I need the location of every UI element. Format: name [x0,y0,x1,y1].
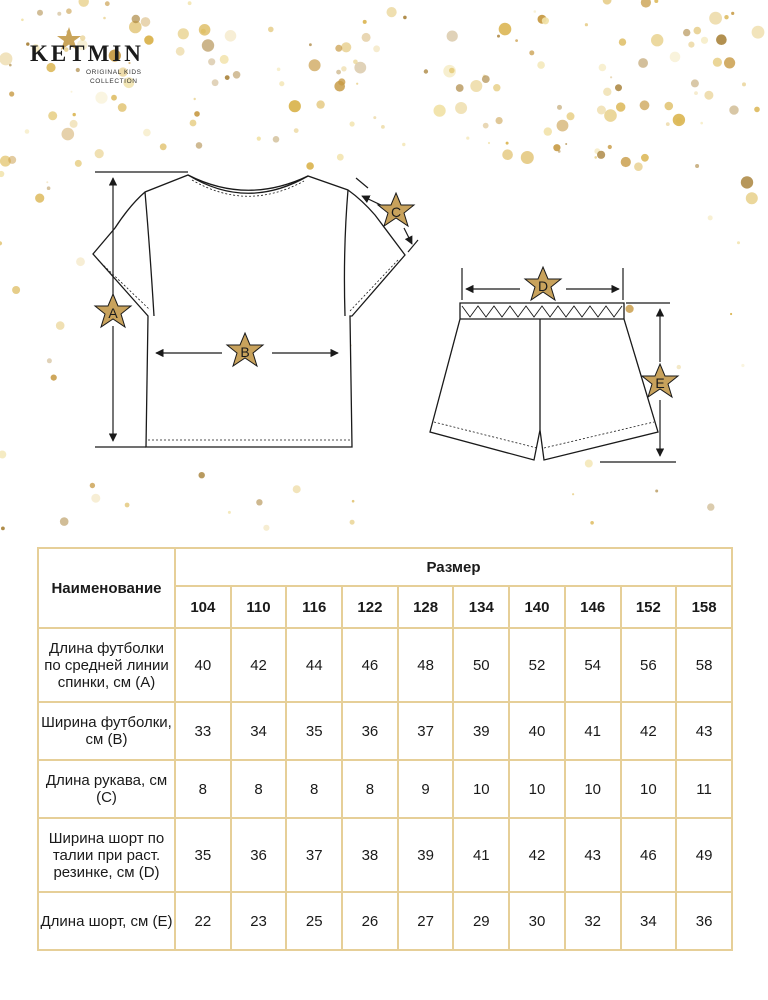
table-cell: 23 [231,892,287,950]
size-116: 116 [286,586,342,628]
table-cell: 8 [231,760,287,818]
marker-a [95,294,131,327]
table-cell: 26 [342,892,398,950]
table-cell: 30 [509,892,565,950]
table-cell: 36 [676,892,732,950]
confetti-dot [1,527,5,531]
row-label: Ширина шорт по талии при раст. резинке, см (D) [38,818,175,892]
table-cell: 48 [398,628,454,702]
table-cell: 42 [621,702,677,760]
table-cell: 27 [398,892,454,950]
size-134: 134 [453,586,509,628]
table-cell: 58 [676,628,732,702]
table-cell: 43 [676,702,732,760]
table-cell: 33 [175,702,231,760]
size-table [37,547,733,951]
table-cell: 10 [621,760,677,818]
table-cell: 40 [175,628,231,702]
brand-tagline-2: COLLECTION [90,78,138,85]
table-cell: 52 [509,628,565,702]
size-110: 110 [231,586,287,628]
table-cell: 32 [565,892,621,950]
table-cell: 49 [676,818,732,892]
table-cell: 50 [453,628,509,702]
table-cell: 43 [565,818,621,892]
table-cell: 36 [342,702,398,760]
size-158: 158 [676,586,732,628]
table-cell: 10 [453,760,509,818]
table-cell: 56 [621,628,677,702]
table-cell: 44 [286,628,342,702]
size-128: 128 [398,586,454,628]
marker-b-label: B [240,344,250,360]
row-label: Длина футболки по средней линии спинки, см (А) [38,628,175,702]
table-row [38,702,732,760]
table-cell: 8 [175,760,231,818]
marker-c [378,193,414,226]
size-146: 146 [565,586,621,628]
table-cell: 46 [621,818,677,892]
table-cell: 37 [398,702,454,760]
table-cell: 42 [509,818,565,892]
row-label: Длина шорт, см (E) [38,892,175,950]
table-cell: 39 [398,818,454,892]
table-row [38,760,732,818]
confetti-dot [263,525,269,531]
table-cell: 29 [453,892,509,950]
size-header-row [38,548,732,586]
table-cell: 38 [342,818,398,892]
confetti-dot [350,520,355,525]
tshirt-drawing [93,175,405,447]
brand-name: KETMIN [30,41,144,66]
table-cell: 46 [342,628,398,702]
size-122: 122 [342,586,398,628]
table-cell: 36 [231,818,287,892]
table-cell: 10 [565,760,621,818]
table-cell: 34 [621,892,677,950]
table-cell: 40 [509,702,565,760]
table-cell: 11 [676,760,732,818]
row-label: Ширина футболки, см (B) [38,702,175,760]
confetti-dot [590,521,594,525]
table-cell: 54 [565,628,621,702]
row-label: Длина рукава, см (С) [38,760,175,818]
table-cell: 10 [509,760,565,818]
table-cell: 41 [453,818,509,892]
table-row [38,818,732,892]
size-column-header: Размер [175,548,732,586]
name-column-header: Наименование [38,548,175,628]
size-152: 152 [621,586,677,628]
marker-d [525,267,561,300]
shorts-drawing [430,303,658,460]
size-140: 140 [509,586,565,628]
table-cell: 8 [286,760,342,818]
marker-e-label: E [655,375,665,391]
marker-c-label: C [390,204,402,220]
table-cell: 42 [231,628,287,702]
table-cell: 35 [175,818,231,892]
marker-d-label: D [537,278,549,294]
table-cell: 34 [231,702,287,760]
table-cell: 41 [565,702,621,760]
table-cell: 35 [286,702,342,760]
size-104: 104 [175,586,231,628]
marker-a-label: A [108,305,118,321]
table-cell: 9 [398,760,454,818]
table-cell: 39 [453,702,509,760]
table-cell: 8 [342,760,398,818]
table-cell: 25 [286,892,342,950]
table-cell: 37 [286,818,342,892]
brand-tagline-1: ORIGINAL KIDS [86,69,142,76]
marker-e [642,364,678,397]
table-cell: 22 [175,892,231,950]
table-row [38,892,732,950]
table-row [38,628,732,702]
